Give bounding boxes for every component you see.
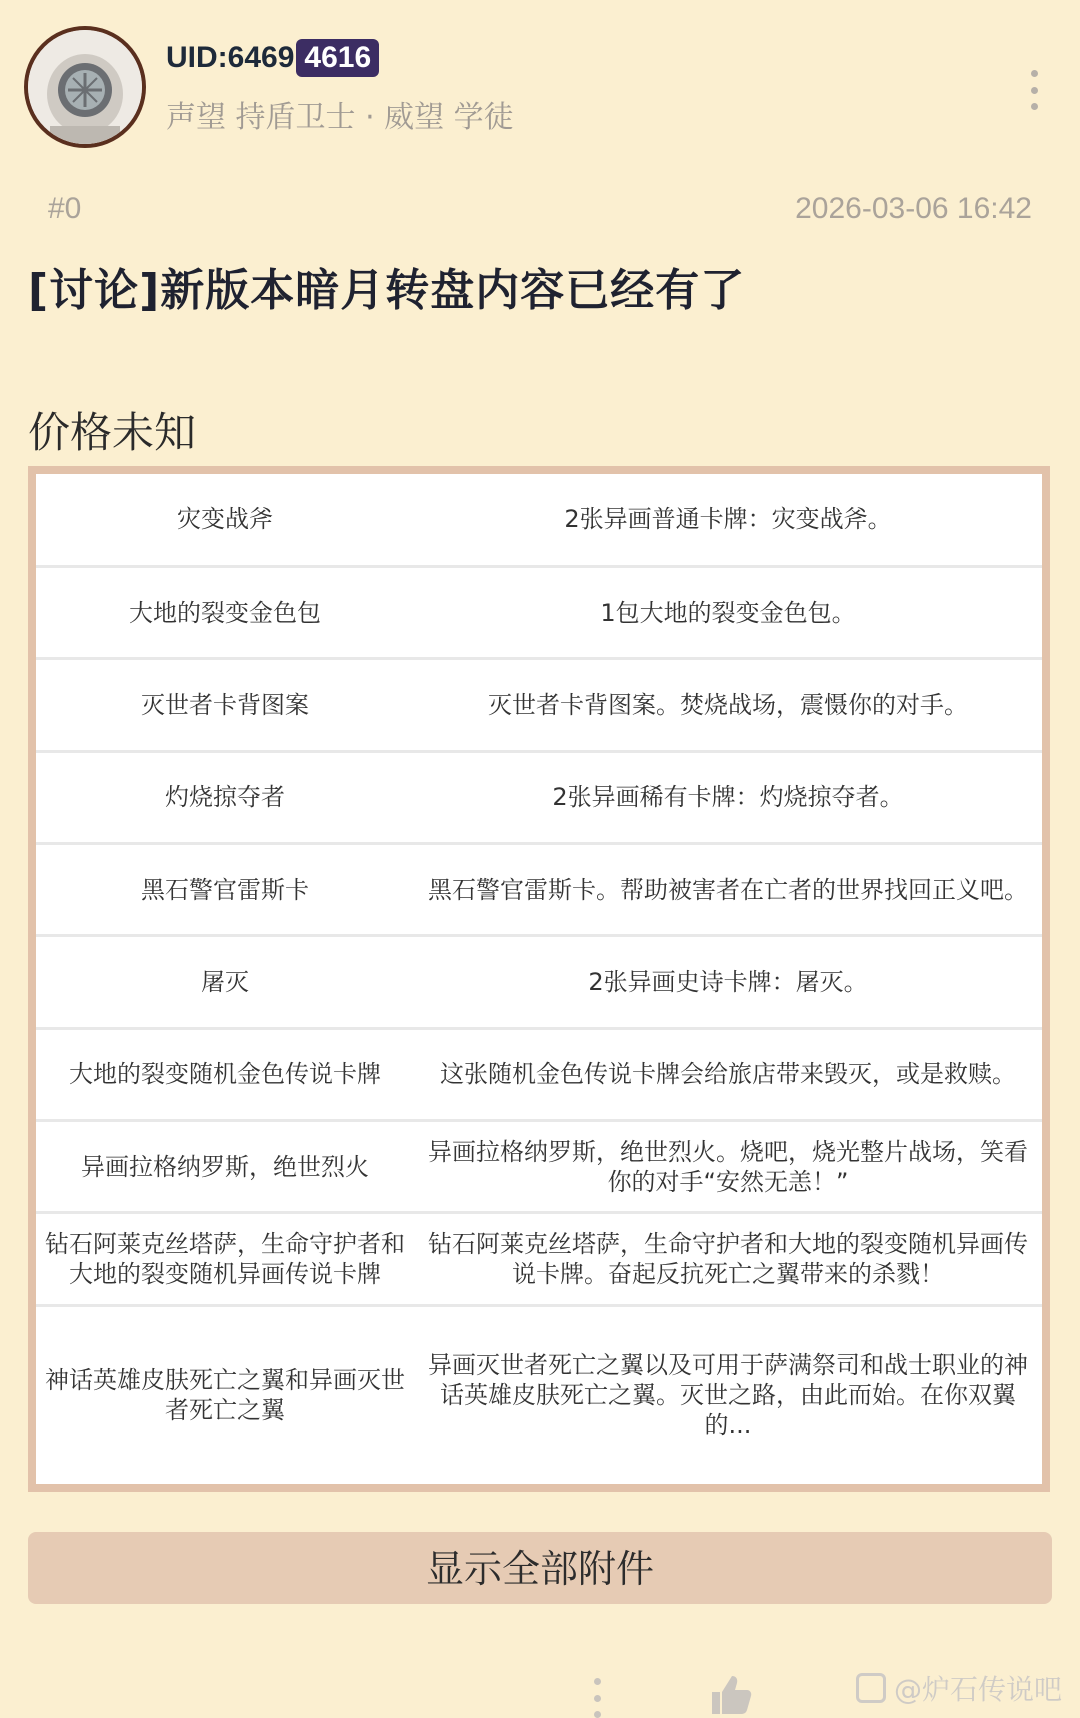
table-cell-desc: 黑石警官雷斯卡。帮助被害者在亡者的世界找回正义吧。 [414,843,1042,935]
user-rank: 声望 持盾卫士 · 威望 学徒 [166,100,514,135]
table-row [36,936,1042,1028]
table-cell-desc: 异画拉格纳罗斯，绝世烈火。烧吧，烧光整片战场，笑看你的对手“安然无恙！” [414,1121,1042,1213]
reward-table [36,474,1042,1484]
watermark-text: @炉石传说吧 [893,1673,1062,1706]
table-cell-name: 屠灭 [36,936,414,1028]
table-row [36,1213,1042,1305]
table-row [36,566,1042,658]
table-cell-desc: 钻石阿莱克丝塔萨，生命守护者和大地的裂变随机异画传说卡牌。奋起反抗死亡之翼带来的杀戮！ [414,1213,1042,1305]
app-logo-icon [856,1673,886,1703]
table-row [36,1028,1042,1120]
table-row [36,474,1042,566]
table-cell-name: 灾变战斧 [36,474,414,566]
table-cell-name: 异画拉格纳罗斯，绝世烈火 [36,1121,414,1213]
table-row [36,843,1042,935]
show-all-attachments-button[interactable]: 显示全部附件 [28,1532,1052,1604]
table-cell-desc: 1包大地的裂变金色包。 [414,566,1042,658]
table-cell-desc: 异画灭世者死亡之翼以及可用于萨满祭司和战士职业的神话英雄皮肤死亡之翼。灭世之路，由此而始。在你双翼的... [428,1351,1028,1440]
table-cell-name: 灭世者卡背图案 [36,659,414,751]
post-subtitle: 价格未知 [28,408,197,457]
more-icon[interactable] [594,1678,602,1718]
avatar[interactable] [24,26,146,148]
table-cell-name: 大地的裂变金色包 [36,566,414,658]
table-cell-name: 大地的裂变随机金色传说卡牌 [36,1028,414,1120]
table-cell-desc: 2张异画稀有卡牌：灼烧掠夺者。 [414,751,1042,843]
table-row [36,751,1042,843]
vertical-ellipsis-icon [1031,70,1038,77]
table-cell-desc: 灭世者卡背图案。焚烧战场，震慑你的对手。 [414,659,1042,751]
table-row [36,1305,1042,1484]
table-row [36,1121,1042,1213]
table-cell-desc: 2张异画史诗卡牌：屠灭。 [414,936,1042,1028]
table-cell-desc: 这张随机金色传说卡牌会给旅店带来毁灭，或是救赎。 [414,1028,1042,1120]
table-cell-name: 黑石警官雷斯卡 [36,843,414,935]
user-id[interactable] [166,34,379,82]
uid-highlight: 4616 [296,39,379,77]
more-options-button[interactable] [1024,70,1044,110]
diving-helmet-icon [28,30,142,144]
uid-prefix: UID:6469 [166,41,295,74]
floor-number: #0 [48,192,82,225]
footer-bar [0,1648,1080,1717]
thumbs-up-icon[interactable] [706,1672,754,1716]
post-header [0,0,1080,170]
reward-table-image[interactable] [28,466,1050,1492]
table-cell-desc: 2张异画普通卡牌：灾变战斧。 [414,474,1042,566]
table-cell-name: 灼烧掠夺者 [36,751,414,843]
table-row [36,659,1042,751]
post-title: [讨论]新版本暗月转盘内容已经有了 [28,265,746,316]
post-timestamp: 2026-03-06 16:42 [795,192,1032,225]
watermark [856,1668,1062,1708]
table-cell-name: 神话英雄皮肤死亡之翼和异画灭世者死亡之翼 [45,1366,405,1425]
table-cell-name: 钻石阿莱克丝塔萨，生命守护者和大地的裂变随机异画传说卡牌 [36,1213,414,1305]
